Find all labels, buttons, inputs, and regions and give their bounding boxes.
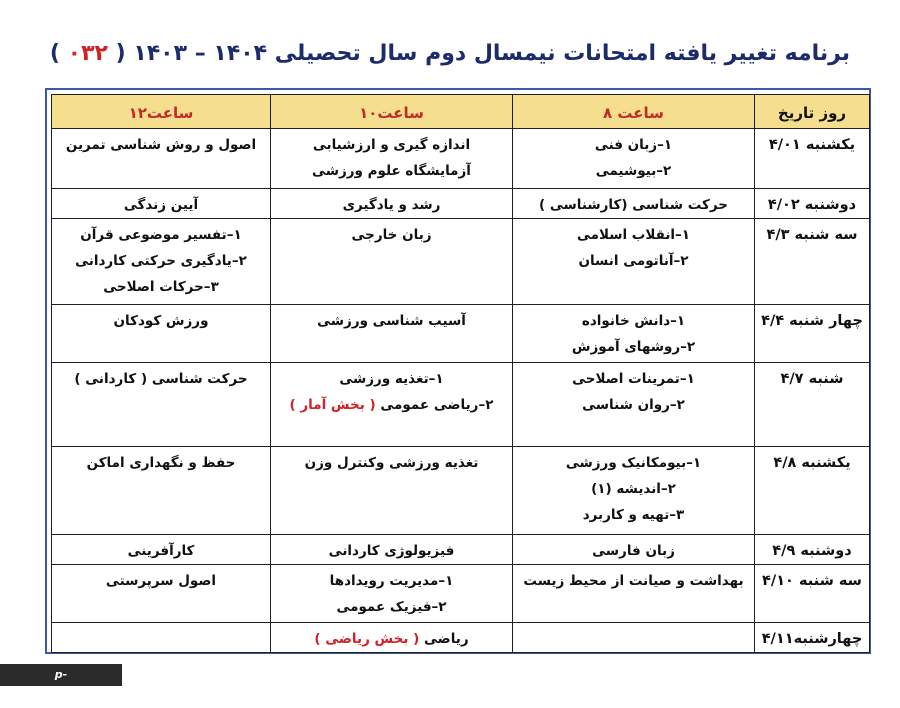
exam-item: کارآفرینی xyxy=(127,543,195,559)
page-title xyxy=(0,34,900,74)
slot12-cell xyxy=(52,565,271,623)
slot10-cell xyxy=(271,129,513,189)
date-cell: سه شنبه ۴/۱۰ xyxy=(755,565,870,623)
slot8-cell xyxy=(513,447,755,535)
header-slot12: ساعت۱۲ xyxy=(52,95,271,129)
exam-item: بهداشت و صیانت از محیط زیست xyxy=(523,573,744,589)
exam-item: اصول سرپرستی xyxy=(105,573,217,589)
exam-item: اصول و روش شناسی تمرین xyxy=(65,137,257,153)
exam-item: رشد و یادگیری xyxy=(342,197,441,213)
slot10-cell xyxy=(271,565,513,623)
exam-item: حرکت شناسی (کارشناسی ) xyxy=(539,197,728,213)
exam-item: زبان فارسی xyxy=(592,543,675,559)
date-cell: دوشنبه ۴/۹ xyxy=(755,535,870,565)
header-date: روز تاریخ xyxy=(755,95,870,129)
table-row xyxy=(52,219,870,305)
section-note: ( بخش ریاضی ) xyxy=(314,631,420,647)
header-row xyxy=(52,95,870,129)
exam-item: ۱–تغذیه ورزشی xyxy=(339,371,444,387)
slot12-cell xyxy=(52,129,271,189)
exam-item: ۲–روان شناسی xyxy=(582,397,685,413)
slot8-cell xyxy=(513,363,755,447)
exam-item: حرکت شناسی ( کاردانی ) xyxy=(74,371,248,387)
title-text: برنامه تغییر یافته امتحانات نیمسال دوم سال تحصیلی ۱۴۰۴ – ۱۴۰۳ ( xyxy=(115,41,851,66)
exam-item: اندازه گیری و ارزشیابی xyxy=(312,137,471,153)
table-row xyxy=(52,305,870,363)
slot8-cell xyxy=(513,535,755,565)
slot10-cell xyxy=(271,219,513,305)
exam-item: ۲–اندیشه (۱) xyxy=(591,481,676,497)
slot12-cell xyxy=(52,219,271,305)
table-row xyxy=(52,623,870,653)
exam-item: تغذیه ورزشی وکنترل وزن xyxy=(304,455,479,471)
exam-item: ۱–دانش خانواده xyxy=(581,313,686,329)
table-row xyxy=(52,447,870,535)
site-watermark: p-safadasht.nus.ac.ir xyxy=(0,664,122,686)
date-cell: یکشنبه ۴/۰۱ xyxy=(755,129,870,189)
table-row xyxy=(52,363,870,447)
date-cell: یکشنبه ۴/۸ xyxy=(755,447,870,535)
exam-item: آزمایشگاه علوم ورزشی xyxy=(312,163,471,179)
slot12-cell xyxy=(52,363,271,447)
exam-item: ۳–حرکات اصلاحی xyxy=(103,279,219,295)
exam-item: ۲–بیوشیمی xyxy=(595,163,672,179)
exam-item: ۱–تفسیر موضوعی قرآن xyxy=(80,227,242,243)
slot10-cell xyxy=(271,623,513,653)
slot10-cell xyxy=(271,305,513,363)
exam-item: ۱–انقلاب اسلامی xyxy=(576,227,691,243)
exam-item: ۱–بیومکانیک ورزشی xyxy=(565,455,702,471)
slot8-cell xyxy=(513,623,755,653)
exam-item: ۱–مدیریت رویدادها xyxy=(329,573,454,589)
slot8-cell xyxy=(513,219,755,305)
slot8-cell xyxy=(513,129,755,189)
title-close: ) xyxy=(49,41,60,66)
exam-item: ۳–تهیه و کاربرد xyxy=(582,507,685,523)
slot8-cell xyxy=(513,189,755,219)
slot12-cell xyxy=(52,535,271,565)
exam-item: ۱–زبان فنی xyxy=(594,137,673,153)
header-slot8: ساعت ۸ xyxy=(513,95,755,129)
slot12-cell xyxy=(52,189,271,219)
section-note: ( بخش آمار ) xyxy=(289,397,376,413)
exam-item-with-note xyxy=(275,626,508,652)
exam-item: ۲–فیزیک عمومی xyxy=(336,599,447,615)
title-code: ۰۳۲ xyxy=(59,41,116,66)
slot12-cell xyxy=(52,623,271,653)
slot10-cell xyxy=(271,189,513,219)
exam-item: ورزش کودکان xyxy=(113,313,209,329)
date-cell: شنبه ۴/۷ xyxy=(755,363,870,447)
slot8-cell xyxy=(513,305,755,363)
date-cell: سه شنبه ۴/۳ xyxy=(755,219,870,305)
table-row xyxy=(52,189,870,219)
schedule-frame xyxy=(45,88,871,654)
exam-item: ۲–آناتومی انسان xyxy=(578,253,689,269)
table-row xyxy=(52,129,870,189)
exam-item: حفظ و نگهداری اماکن xyxy=(86,455,236,471)
date-cell: چهار شنبه ۴/۴ xyxy=(755,305,870,363)
exam-item: فیزیولوژی کاردانی xyxy=(328,543,455,559)
slot10-cell xyxy=(271,447,513,535)
exam-item: زبان خارجی xyxy=(351,227,432,243)
table-row xyxy=(52,535,870,565)
exam-item: ۲–یادگیری حرکتی کاردانی xyxy=(75,253,247,269)
date-cell: چهارشنبه۴/۱۱ xyxy=(755,623,870,653)
date-cell: دوشنبه ۴/۰۲ xyxy=(755,189,870,219)
table-row xyxy=(52,565,870,623)
exam-schedule-table xyxy=(51,94,870,653)
slot10-cell xyxy=(271,535,513,565)
slot12-cell xyxy=(52,305,271,363)
exam-item: آیین زندگی xyxy=(123,197,199,213)
header-slot10: ساعت۱۰ xyxy=(271,95,513,129)
exam-item: آسیب شناسی ورزشی xyxy=(317,313,466,329)
exam-item-with-note xyxy=(275,392,508,418)
slot12-cell xyxy=(52,447,271,535)
exam-item: ۱–تمرینات اصلاحی xyxy=(572,371,695,387)
slot10-cell xyxy=(271,363,513,447)
exam-item: ۲–روشهای آموزش xyxy=(571,339,696,355)
exam-item: ۲–ریاضی عمومی xyxy=(380,397,494,413)
slot8-cell xyxy=(513,565,755,623)
exam-item: ریاضی xyxy=(424,631,469,647)
